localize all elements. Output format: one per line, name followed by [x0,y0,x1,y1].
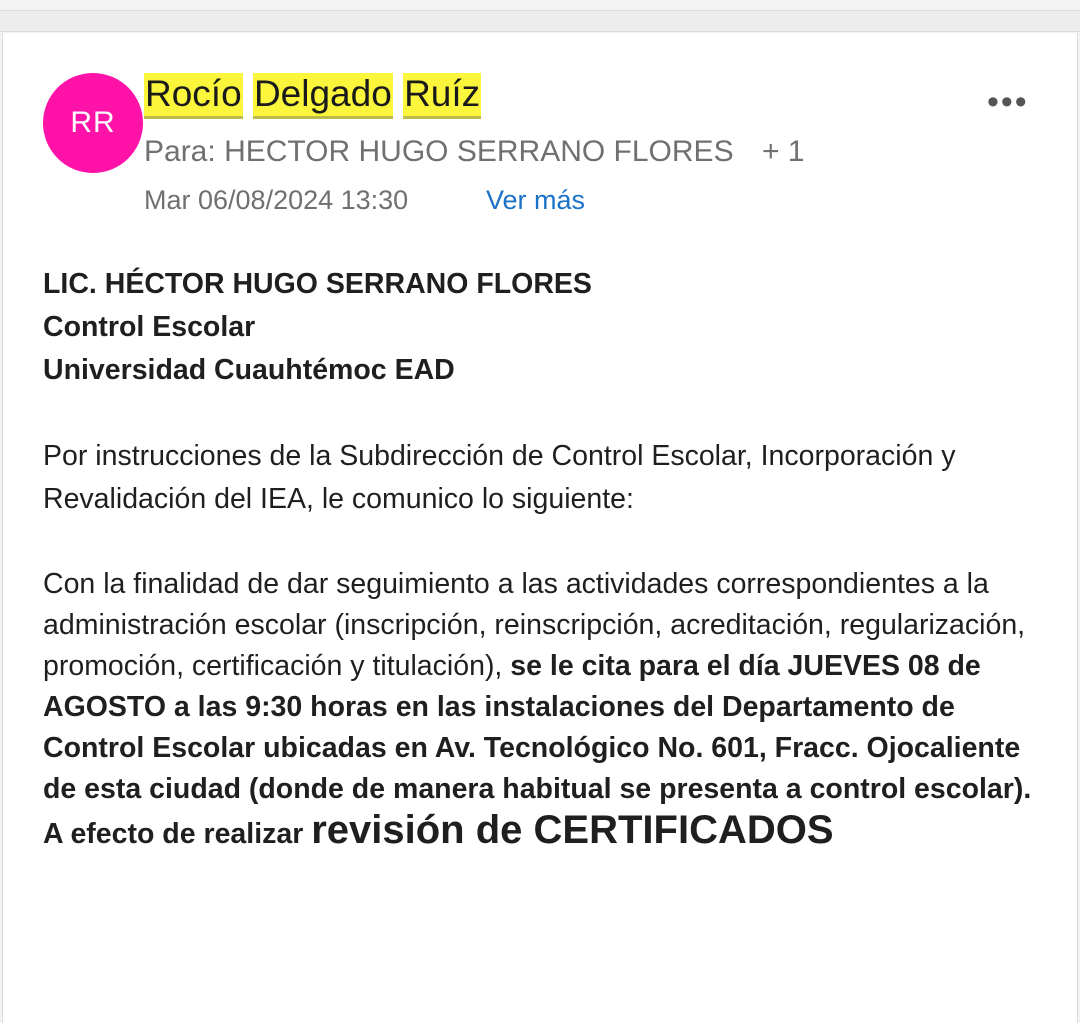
revision-certificados: revisión de CERTIFICADOS [311,808,834,852]
avatar-initials: RR [70,106,116,139]
to-label: Para: [144,135,216,168]
sender-avatar[interactable] [43,73,143,173]
addressee-line: LIC. HÉCTOR HUGO SERRANO FLORES [43,268,592,300]
top-divider [0,0,1080,11]
message-datetime: Mar 06/08/2024 13:30 [144,185,409,215]
additional-recipients-count[interactable]: + 1 [761,135,805,168]
email-message-card [2,33,1078,1023]
addressee-line: Control Escolar [43,311,256,343]
appointment-text: Con la finalidad de dar seguimiento a las actividades correspondientes a la administración escolar (inscripción, reinscripción, acreditación, regularización, promoción, certificación y titulación), [43,568,1026,682]
appointment-paragraph [43,564,1043,855]
previous-message-edge [0,11,1080,32]
sender-name[interactable] [144,73,481,115]
intro-paragraph: Por instrucciones de la Subdirección de Control Escolar, Incorporación y Revalidación del IEA, le comunico lo siguiente: [43,440,956,515]
appointment-details: se le cita para el día JUEVES 08 de AGOSTO a las 9:30 horas en las instalaciones del Departamento de Control Escolar ubicadas en Av. Tecnológico No. 601, Fracc. Ojocaliente de esta ciudad (donde de manera habitual se presenta a control escolar). A efecto de realizar [43,650,1032,850]
recipients-line[interactable] [144,135,804,169]
message-body [43,263,1043,855]
to-recipient: HECTOR HUGO SERRANO FLORES [224,135,734,168]
sender-name-part: Delgado [253,73,393,119]
addressee-line: Universidad Cuauhtémoc EAD [43,354,455,386]
sender-name-part: Rocío [144,73,243,119]
see-more-link[interactable]: Ver más [486,185,586,215]
more-options-icon[interactable]: ••• [987,83,1029,121]
sender-name-part: Ruíz [403,73,481,119]
